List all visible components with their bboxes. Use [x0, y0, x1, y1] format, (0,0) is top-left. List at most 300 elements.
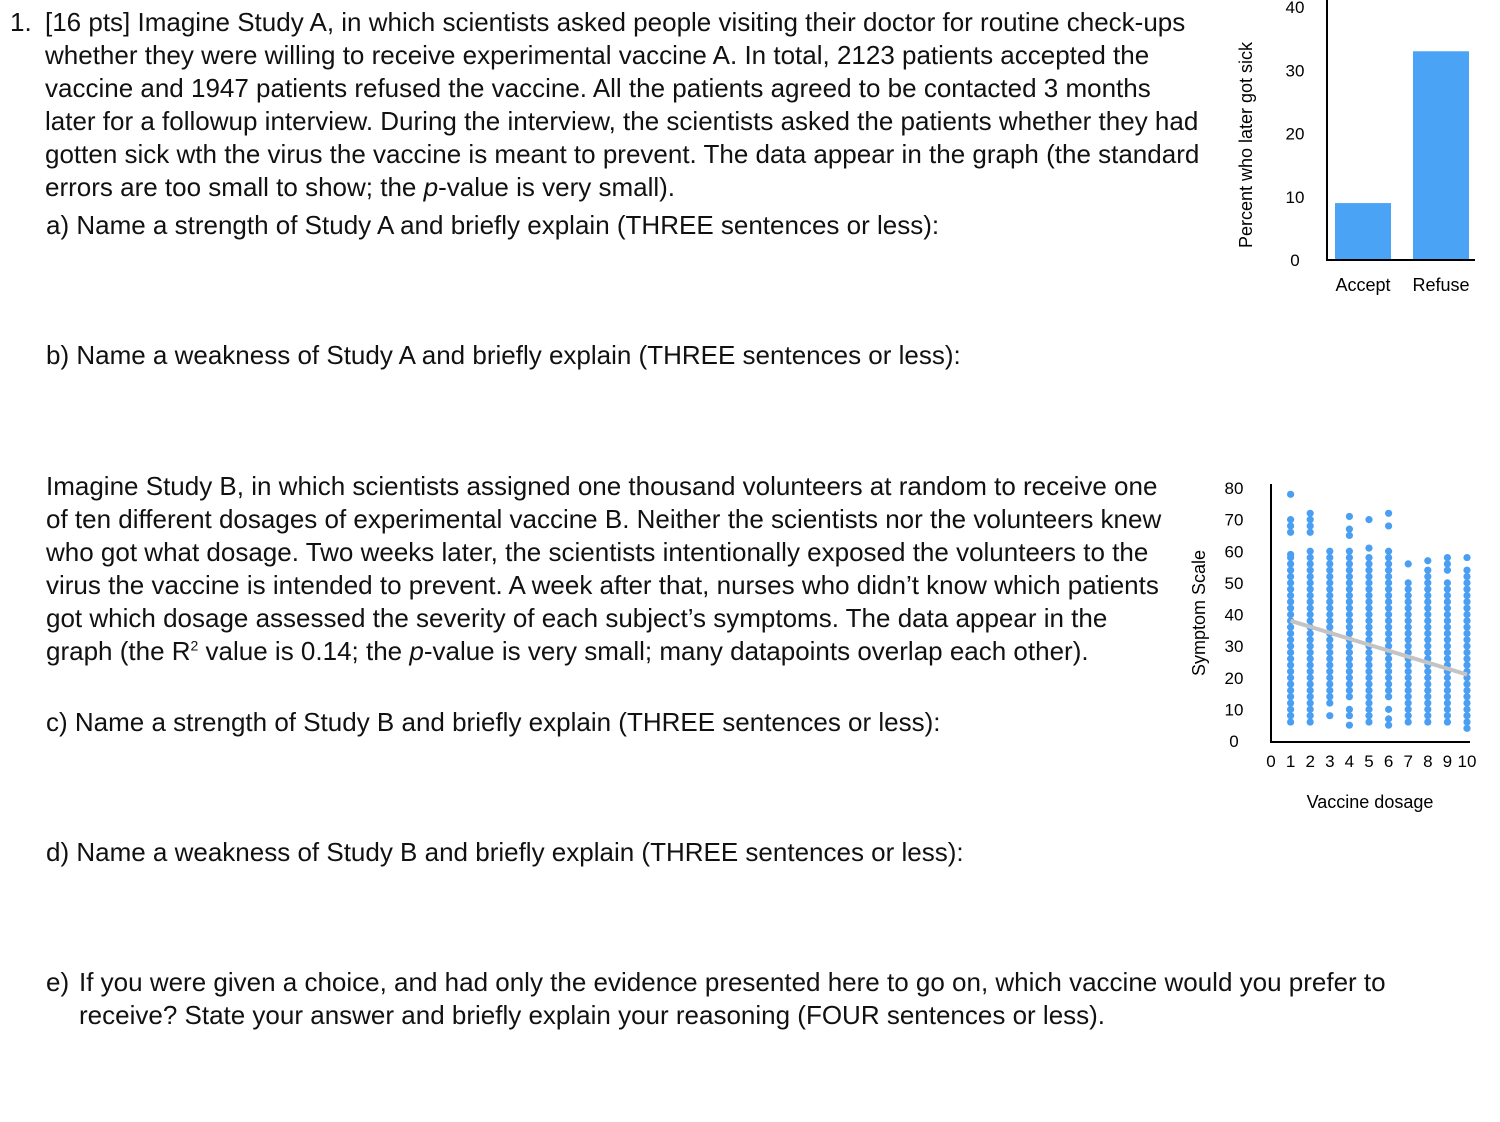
study-b-text-segment: 2: [190, 637, 199, 654]
scatter-point: [1326, 579, 1333, 586]
scatter-point: [1385, 674, 1392, 681]
scatter-point: [1365, 554, 1372, 561]
scatter-point: [1307, 630, 1314, 637]
scatter-point: [1326, 611, 1333, 618]
scatter-point: [1307, 548, 1314, 555]
scatter-y-tick: 70: [1224, 510, 1244, 530]
scatter-point: [1444, 579, 1451, 586]
scatter-point: [1326, 554, 1333, 561]
scatter-point: [1326, 592, 1333, 599]
scatter-point: [1287, 680, 1294, 687]
scatter-point: [1444, 699, 1451, 706]
scatter-y-tick: 0: [1229, 732, 1239, 751]
scatter-point: [1424, 649, 1431, 656]
scatter-point: [1287, 567, 1294, 574]
scatter-point: [1326, 680, 1333, 687]
bar-chart-y-tick: 40: [1285, 0, 1305, 17]
scatter-y-tick: 20: [1224, 668, 1244, 688]
scatter-point: [1307, 662, 1314, 669]
scatter-point: [1326, 687, 1333, 694]
scatter-point: [1307, 560, 1314, 567]
scatter-point: [1424, 605, 1431, 612]
scatter-point: [1424, 687, 1431, 694]
scatter-point: [1385, 662, 1392, 669]
scatter-point: [1405, 617, 1412, 624]
bar-chart-y-tick: 10: [1285, 187, 1305, 207]
part-b-prompt: b) Name a weakness of Study A and briefly explain (THREE sentences or less):: [46, 340, 961, 370]
scatter-point: [1463, 725, 1470, 732]
part-e-prompt: [46, 966, 1456, 1032]
scatter-point: [1287, 643, 1294, 650]
scatter-point: [1326, 624, 1333, 631]
scatter-point: [1287, 630, 1294, 637]
bar-chart-x-tick: Refuse: [1412, 275, 1470, 295]
scatter-point: [1405, 605, 1412, 612]
scatter-point: [1287, 712, 1294, 719]
scatter-point: [1385, 693, 1392, 700]
scatter-point: [1287, 687, 1294, 694]
scatter-point: [1424, 598, 1431, 605]
scatter-y-tick: 60: [1224, 542, 1244, 562]
scatter-point: [1346, 532, 1353, 539]
scatter-point: [1385, 605, 1392, 612]
scatter-point: [1346, 579, 1353, 586]
scatter-point: [1307, 510, 1314, 517]
part-c-prompt: c) Name a strength of Study B and briefly explain (THREE sentences or less):: [46, 707, 941, 737]
scatter-point: [1444, 586, 1451, 593]
scatter-point: [1444, 611, 1451, 618]
scatter-point: [1463, 655, 1470, 662]
scatter-point: [1365, 706, 1372, 713]
part-d-prompt: d) Name a weakness of Study B and briefly explain (THREE sentences or less):: [46, 837, 964, 867]
bar-chart-y-tick: 30: [1285, 61, 1305, 81]
scatter-point: [1307, 649, 1314, 656]
scatter-point: [1385, 668, 1392, 675]
scatter-point: [1287, 674, 1294, 681]
scatter-point: [1424, 579, 1431, 586]
scatter-point: [1365, 617, 1372, 624]
scatter-point: [1326, 573, 1333, 580]
scatter-point: [1307, 693, 1314, 700]
scatter-point: [1463, 586, 1470, 593]
scatter-point: [1287, 598, 1294, 605]
scatter-point: [1385, 722, 1392, 729]
scatter-point: [1424, 706, 1431, 713]
scatter-point: [1326, 668, 1333, 675]
scatter-point: [1463, 687, 1470, 694]
bar-chart-y-axis-label: Percent who later got sick: [1236, 41, 1256, 249]
scatter-point: [1405, 598, 1412, 605]
study-a-text-segment: p: [423, 172, 439, 202]
scatter-point: [1287, 624, 1294, 631]
scatter-y-tick: 50: [1224, 573, 1244, 593]
scatter-point: [1346, 586, 1353, 593]
scatter-point: [1405, 643, 1412, 650]
scatter-point: [1326, 560, 1333, 567]
bar-refuse: [1413, 51, 1469, 260]
scatter-point: [1287, 636, 1294, 643]
scatter-point: [1307, 643, 1314, 650]
scatter-point: [1287, 693, 1294, 700]
scatter-x-tick: 8: [1423, 752, 1433, 771]
scatter-point: [1405, 636, 1412, 643]
scatter-point: [1463, 662, 1470, 669]
scatter-point: [1444, 712, 1451, 719]
scatter-point: [1365, 712, 1372, 719]
scatter-point: [1365, 586, 1372, 593]
scatter-point: [1463, 617, 1470, 624]
scatter-point: [1444, 630, 1451, 637]
scatter-point: [1424, 592, 1431, 599]
scatter-point: [1287, 655, 1294, 662]
scatter-point: [1444, 624, 1451, 631]
scatter-point: [1463, 605, 1470, 612]
scatter-y-tick: 80: [1224, 479, 1244, 498]
scatter-point: [1385, 548, 1392, 555]
scatter-point: [1287, 649, 1294, 656]
scatter-point: [1385, 579, 1392, 586]
scatter-point: [1365, 668, 1372, 675]
scatter-point: [1385, 586, 1392, 593]
scatter-point: [1365, 516, 1372, 523]
scatter-point: [1405, 560, 1412, 567]
scatter-point: [1307, 605, 1314, 612]
scatter-point: [1326, 567, 1333, 574]
study-b-description: [46, 470, 1166, 668]
bar-chart-y-tick: 0: [1290, 251, 1300, 270]
question-number: 1.: [10, 7, 32, 37]
scatter-point: [1287, 662, 1294, 669]
scatter-point: [1385, 560, 1392, 567]
scatter-point: [1307, 592, 1314, 599]
scatter-chart-study-b: [1180, 470, 1490, 820]
scatter-point: [1405, 611, 1412, 618]
scatter-point: [1346, 649, 1353, 656]
scatter-point: [1287, 718, 1294, 725]
scatter-y-tick: 30: [1224, 637, 1244, 657]
scatter-point: [1385, 636, 1392, 643]
scatter-point: [1287, 605, 1294, 612]
scatter-point: [1307, 611, 1314, 618]
scatter-point: [1365, 611, 1372, 618]
scatter-point: [1346, 598, 1353, 605]
scatter-point: [1385, 573, 1392, 580]
scatter-point: [1405, 693, 1412, 700]
scatter-point: [1307, 655, 1314, 662]
scatter-point: [1287, 592, 1294, 599]
scatter-point: [1365, 624, 1372, 631]
scatter-point: [1346, 548, 1353, 555]
scatter-point: [1385, 655, 1392, 662]
scatter-point: [1326, 712, 1333, 719]
scatter-point: [1287, 491, 1294, 498]
scatter-point: [1326, 636, 1333, 643]
scatter-point: [1385, 554, 1392, 561]
scatter-point: [1424, 636, 1431, 643]
scatter-point: [1385, 617, 1392, 624]
scatter-point: [1463, 592, 1470, 599]
study-a-text-segment: [16 pts] Imagine Study A, in which scientists asked people visiting their doctor for routine check-ups whether they were willing to receive experimental vaccine A. In total, 2123 patients accepted the vaccine and 1947 patients refused the vaccine. All the patients agreed to be contacted 3 months later for a followup interview. During the interview, the scientists asked the patients whether they had gotten sick wth the virus the vaccine is meant to prevent. The data appear in the graph (the standard errors are too small to show; the: [45, 7, 1200, 202]
scatter-point: [1424, 693, 1431, 700]
scatter-point: [1307, 617, 1314, 624]
scatter-point: [1287, 516, 1294, 523]
scatter-point: [1385, 630, 1392, 637]
scatter-point: [1424, 668, 1431, 675]
scatter-point: [1405, 706, 1412, 713]
scatter-point: [1463, 706, 1470, 713]
scatter-point: [1424, 567, 1431, 574]
scatter-point: [1365, 718, 1372, 725]
scatter-point: [1287, 586, 1294, 593]
scatter-point: [1385, 510, 1392, 517]
scatter-point: [1346, 526, 1353, 533]
scatter-point: [1307, 712, 1314, 719]
scatter-point: [1307, 718, 1314, 725]
scatter-point: [1307, 567, 1314, 574]
scatter-point: [1444, 706, 1451, 713]
scatter-point: [1424, 712, 1431, 719]
scatter-point: [1326, 643, 1333, 650]
scatter-point: [1287, 560, 1294, 567]
scatter-point: [1307, 516, 1314, 523]
scatter-point: [1287, 529, 1294, 536]
scatter-point: [1346, 624, 1353, 631]
scatter-point: [1326, 617, 1333, 624]
scatter-point: [1287, 554, 1294, 561]
scatter-point: [1346, 617, 1353, 624]
scatter-point: [1424, 586, 1431, 593]
scatter-point: [1287, 579, 1294, 586]
scatter-point: [1287, 706, 1294, 713]
scatter-point: [1346, 592, 1353, 599]
scatter-point: [1287, 611, 1294, 618]
scatter-point: [1463, 718, 1470, 725]
scatter-point: [1326, 674, 1333, 681]
scatter-point: [1385, 522, 1392, 529]
scatter-point: [1405, 579, 1412, 586]
scatter-point: [1346, 560, 1353, 567]
scatter-point: [1326, 586, 1333, 593]
scatter-point: [1385, 706, 1392, 713]
scatter-point: [1326, 693, 1333, 700]
scatter-point: [1444, 617, 1451, 624]
scatter-point: [1365, 680, 1372, 687]
scatter-point: [1463, 554, 1470, 561]
scatter-point: [1385, 592, 1392, 599]
scatter-point: [1385, 611, 1392, 618]
scatter-y-tick: 40: [1224, 605, 1244, 625]
scatter-point: [1307, 674, 1314, 681]
scatter-point: [1405, 624, 1412, 631]
scatter-point: [1346, 668, 1353, 675]
study-a-description: [45, 6, 1205, 204]
scatter-point: [1326, 655, 1333, 662]
scatter-x-tick: 3: [1325, 752, 1335, 771]
scatter-point: [1326, 548, 1333, 555]
scatter-point: [1346, 680, 1353, 687]
scatter-point: [1463, 649, 1470, 656]
scatter-point: [1424, 718, 1431, 725]
scatter-x-tick: 9: [1442, 752, 1453, 771]
study-a-text-segment: -value is very small).: [438, 172, 676, 202]
scatter-point: [1424, 573, 1431, 580]
bar-chart-study-a: [1225, 0, 1495, 300]
scatter-point: [1405, 662, 1412, 669]
scatter-point: [1365, 592, 1372, 599]
scatter-point: [1346, 643, 1353, 650]
scatter-point: [1463, 624, 1470, 631]
scatter-point: [1307, 680, 1314, 687]
scatter-point: [1346, 554, 1353, 561]
scatter-point: [1346, 712, 1353, 719]
trend-line: [1291, 621, 1467, 675]
scatter-y-tick: 10: [1224, 700, 1244, 720]
scatter-point: [1385, 715, 1392, 722]
scatter-point: [1385, 687, 1392, 694]
scatter-point: [1307, 529, 1314, 536]
scatter-point: [1405, 630, 1412, 637]
scatter-point: [1346, 674, 1353, 681]
scatter-point: [1405, 699, 1412, 706]
scatter-x-tick: 2: [1305, 752, 1315, 771]
scatter-point: [1307, 687, 1314, 694]
bar-accept: [1335, 203, 1391, 260]
scatter-y-axis-label: Symptom Scale: [1189, 549, 1209, 677]
scatter-point: [1424, 643, 1431, 650]
scatter-point: [1444, 655, 1451, 662]
scatter-point: [1463, 611, 1470, 618]
scatter-point: [1365, 605, 1372, 612]
part-a-prompt: a) Name a strength of Study A and briefly explain (THREE sentences or less):: [46, 210, 940, 240]
scatter-x-tick: 1: [1285, 752, 1296, 771]
scatter-point: [1444, 605, 1451, 612]
scatter-point: [1346, 693, 1353, 700]
scatter-point: [1307, 554, 1314, 561]
scatter-point: [1346, 605, 1353, 612]
scatter-point: [1405, 674, 1412, 681]
scatter-point: [1405, 592, 1412, 599]
part-e-label: e): [46, 967, 70, 997]
scatter-point: [1405, 712, 1412, 719]
scatter-point: [1307, 706, 1314, 713]
scatter-point: [1365, 674, 1372, 681]
study-b-text-segment: -value is very small; many datapoints overlap each other).: [423, 636, 1089, 666]
scatter-point: [1307, 668, 1314, 675]
scatter-point: [1365, 579, 1372, 586]
scatter-point: [1405, 718, 1412, 725]
scatter-point: [1365, 567, 1372, 574]
scatter-x-tick: 10: [1457, 752, 1477, 771]
scatter-point: [1346, 611, 1353, 618]
scatter-point: [1424, 680, 1431, 687]
scatter-point: [1405, 586, 1412, 593]
scatter-point: [1326, 598, 1333, 605]
scatter-point: [1385, 598, 1392, 605]
scatter-point: [1444, 718, 1451, 725]
scatter-point: [1287, 573, 1294, 580]
scatter-point: [1463, 693, 1470, 700]
scatter-point: [1424, 674, 1431, 681]
scatter-point: [1365, 630, 1372, 637]
scatter-point: [1463, 567, 1470, 574]
scatter-point: [1365, 655, 1372, 662]
scatter-point: [1444, 636, 1451, 643]
scatter-point: [1287, 668, 1294, 675]
scatter-point: [1424, 630, 1431, 637]
scatter-point: [1365, 598, 1372, 605]
scatter-point: [1444, 687, 1451, 694]
scatter-point: [1424, 624, 1431, 631]
scatter-point: [1463, 630, 1470, 637]
scatter-point: [1385, 680, 1392, 687]
scatter-x-tick: 4: [1344, 752, 1355, 771]
scatter-point: [1444, 592, 1451, 599]
scatter-x-tick: 0: [1266, 752, 1276, 771]
scatter-point: [1463, 579, 1470, 586]
scatter-point: [1307, 522, 1314, 529]
scatter-point: [1365, 573, 1372, 580]
scatter-point: [1463, 712, 1470, 719]
scatter-x-tick: 7: [1403, 752, 1413, 771]
scatter-point: [1326, 699, 1333, 706]
scatter-point: [1463, 636, 1470, 643]
scatter-point: [1346, 655, 1353, 662]
scatter-point: [1287, 522, 1294, 529]
scatter-point: [1424, 699, 1431, 706]
scatter-point: [1346, 573, 1353, 580]
bar-chart-y-tick: 20: [1285, 124, 1305, 144]
scatter-point: [1365, 649, 1372, 656]
scatter-point: [1463, 680, 1470, 687]
scatter-point: [1444, 643, 1451, 650]
scatter-point: [1346, 722, 1353, 729]
scatter-point: [1346, 567, 1353, 574]
scatter-point: [1346, 513, 1353, 520]
scatter-x-axis-label: Vaccine dosage: [1306, 792, 1434, 812]
scatter-point: [1365, 560, 1372, 567]
scatter-point: [1444, 567, 1451, 574]
scatter-point: [1346, 687, 1353, 694]
scatter-point: [1307, 598, 1314, 605]
scatter-point: [1444, 554, 1451, 561]
part-e-text: If you were given a choice, and had only the evidence presented here to go on, which vaccine would you prefer to receive? State your answer and briefly explain your reasoning (FOUR sentences or less).: [79, 967, 1386, 1030]
study-b-text-segment: value is 0.14; the: [198, 636, 410, 666]
scatter-point: [1444, 560, 1451, 567]
scatter-point: [1365, 693, 1372, 700]
scatter-point: [1463, 643, 1470, 650]
scatter-point: [1307, 573, 1314, 580]
scatter-x-tick: 6: [1383, 752, 1394, 771]
scatter-point: [1424, 617, 1431, 624]
scatter-x-tick: 5: [1364, 752, 1374, 771]
scatter-point: [1326, 662, 1333, 669]
study-b-text-segment: p: [409, 636, 424, 666]
scatter-point: [1346, 706, 1353, 713]
scatter-point: [1405, 668, 1412, 675]
scatter-point: [1307, 579, 1314, 586]
scatter-point: [1444, 598, 1451, 605]
study-b-text-segment: Imagine Study B, in which scientists assigned one thousand volunteers at random to receive one of ten different dosages of experimental vaccine B. Neither the scientists nor the volunteers knew who got what dosage. Two weeks later, the scientists intentionally exposed the volunteers to the virus the vaccine is intended to prevent. A week after that, nurses who didn’t know which patients got which dosage assessed the severity of each subject’s symptoms. The data appear in the graph (the R: [46, 471, 1162, 666]
scatter-point: [1326, 605, 1333, 612]
scatter-point: [1405, 687, 1412, 694]
scatter-point: [1346, 662, 1353, 669]
bar-chart-x-tick: Accept: [1335, 275, 1391, 295]
scatter-point: [1463, 573, 1470, 580]
scatter-point: [1287, 699, 1294, 706]
scatter-point: [1444, 680, 1451, 687]
scatter-point: [1463, 699, 1470, 706]
scatter-point: [1444, 649, 1451, 656]
